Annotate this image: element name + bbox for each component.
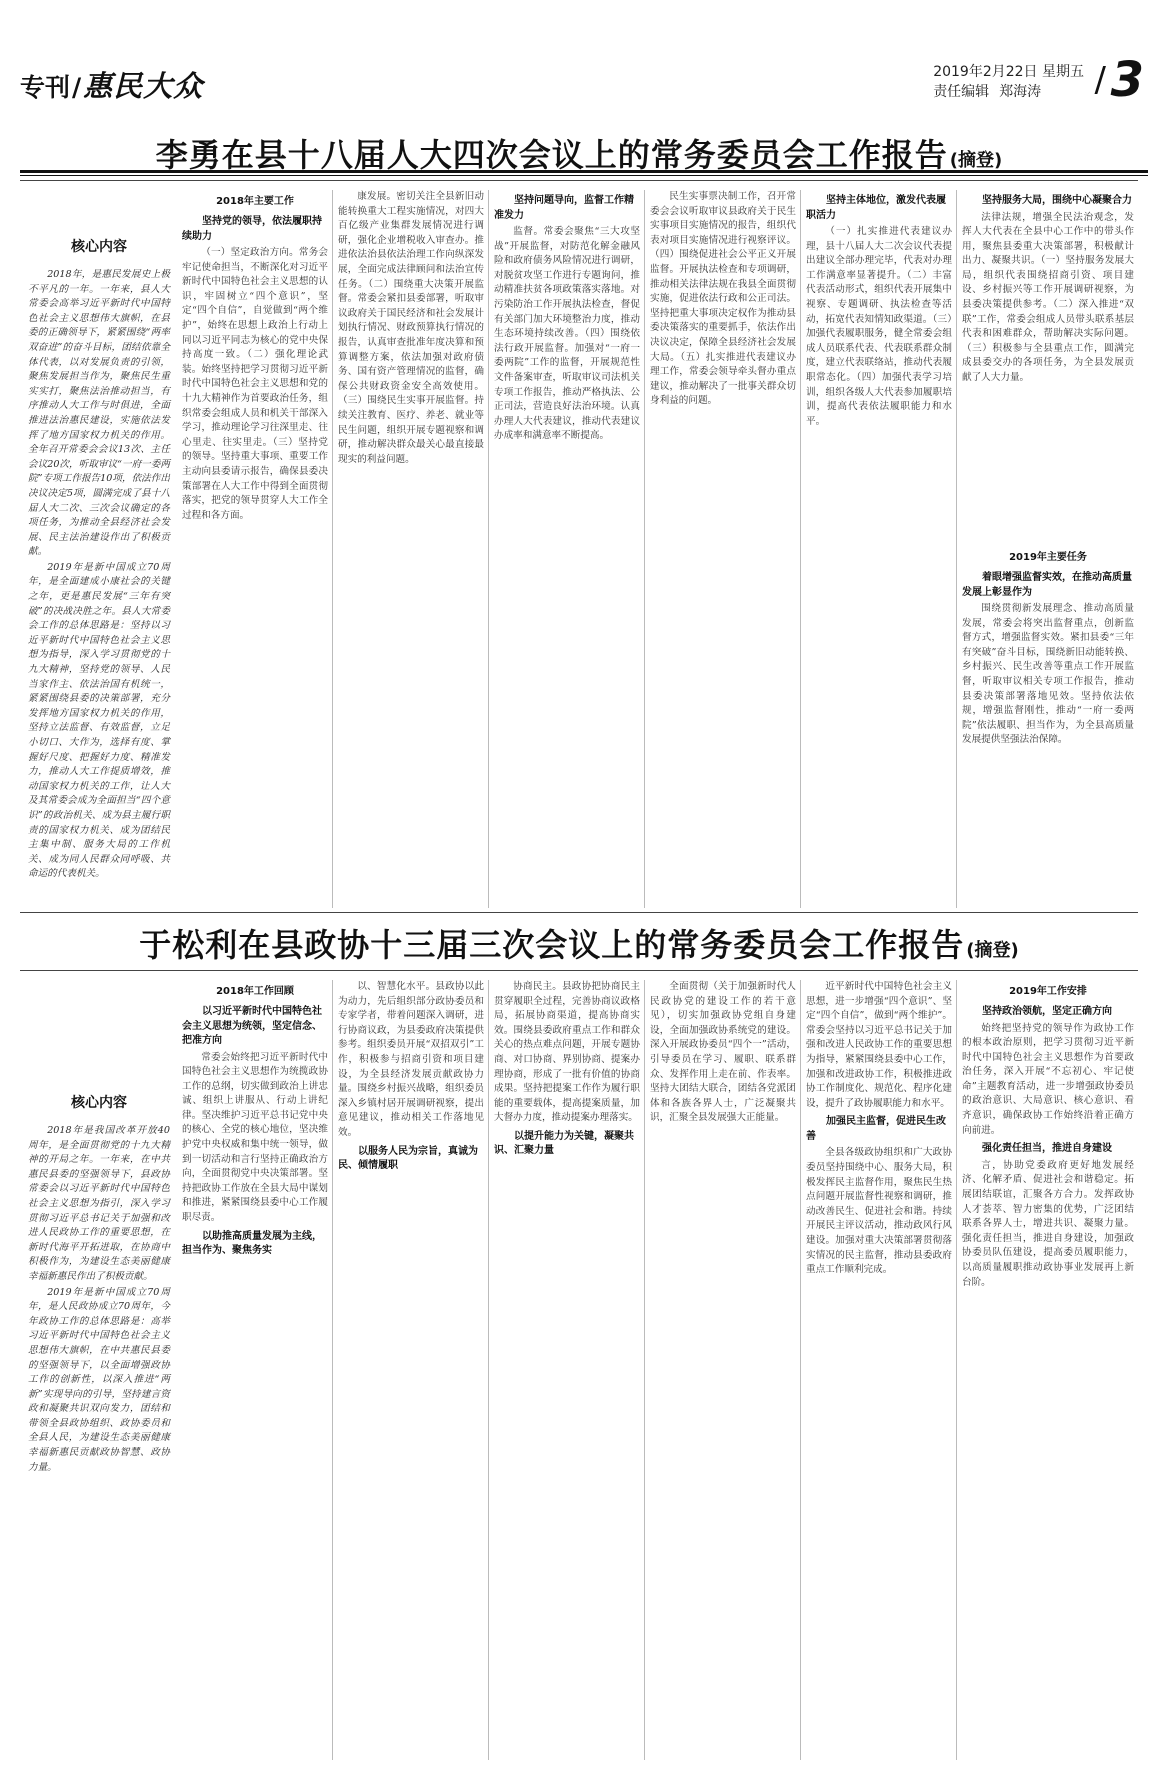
article1-title: 李勇在县十八届人大四次会议上的常务委员会工作报告 [155,136,948,174]
article1-column-text: 围绕贯彻新发展理念、推动高质量发展，常委会将突出监督重点，创新监督方式，增强监督实效。紧扣县委“三年有突破”奋斗目标，围绕新旧动能转换、乡村振兴、民生改善等重点工作开展监督，听取审议相关专项工作报告，推动县委决策部署落地见效。坚持依法依规，增强监督刚性，推动“一府一委两院”依法履职、担当作为，为全县高质量发展提供坚强法治保障。 [962,603,1134,746]
article1-column-4 [650,190,796,908]
article1-subhead: 坚持主体地位，激发代表履职活力 [806,195,946,221]
article2-column-5 [806,980,952,1760]
article2-subhead: 以服务人民为宗旨，真诚为民、倾情履职 [338,1145,478,1172]
article2-subhead: 以提升能力为关键，凝聚共识、汇聚力量 [494,1130,634,1157]
article1-section-head: 2018年主要工作 [216,196,294,207]
article1-title-suffix: (摘登) [949,150,1003,171]
article1-subhead: 坚持服务大局，围绕中心凝聚合力 [982,195,1132,206]
page-slash: / [1094,60,1106,100]
column-divider [488,190,489,908]
article1-subhead: 坚持党的领导，依法履职持续助力 [182,216,322,242]
article1-column-text: （一）坚定政治方向。常务会牢记使命担当，不断深化对习近平新时代中国特色社会主义思想的认识，牢固树立“四个意识”，坚定“四个自信”，自觉做到“两个维护”，始终在思想上政治上行动上同以习近平同志为核心的党中央保持高度一致。（二）强化理论武装。始终坚持把学习贯彻习近平新时代中国特色社会主义思想和党的十九大精神作为首要政治任务，组织常委会组成人员和机关干部深入学习，推动理论学习往深里走、往心里走、往实里走。（三）坚持党的领导。坚持重大事项、重要工作主动向县委请示报告，确保县委决策部署在人大工作中得到全面贯彻落实，把党的领导贯穿人大工作全过程和各方面。 [182,247,328,521]
article2-title-suffix: (摘登) [966,940,1019,961]
article1-column-2 [338,190,484,908]
article2-column-text: 以、智慧化水平。县政协以此为动力，先后组织部分政协委员和专家学者，带着问题深入调研，进行协商议政，为县委政府决策提供参考。组织委员开展“双招双引”工作，积极参与招商引资和项目建设，为全县经济发展贡献政协力量。围绕乡村振兴战略，组织委员深入乡镇村居开展调研视察，提出意见建议，推动相关工作落地见效。 [338,981,484,1138]
column-divider [956,980,957,1760]
article1-column-6 [962,190,1134,540]
article1-core-box [28,236,170,883]
article1-core-title: 核心内容 [71,239,127,255]
article1-top-rule [20,180,1138,181]
column-divider [332,190,333,908]
article2-column-3 [494,980,640,1760]
article2-column-text: 言，协助党委政府更好地发展经济、化解矛盾、促进社会和谐稳定。拓展团结联谊，汇聚各方合力。发挥政协人才荟萃、智力密集的优势，广泛团结联系各界人士，增进共识、凝聚力量。强化责任担当，推进自身建设，加强政协委员队伍建设，提高委员履职能力，以高质量履职推动政协事业发展再上新台阶。 [962,1159,1134,1288]
article1-core-paragraph: 2019年是新中国成立70周年，是全面建成小康社会的关键之年，更是惠民发展“三年有突破”的决战决胜之年。县人大常委会工作的总体思路是：坚持以习近平新时代中国特色社会主义思想为指导，深入学习贯彻党的十九大精神，坚持党的领导、人民当家作主、依法治国有机统一，紧紧围绕县委的决策部署，充分发挥地方国家权力机关的作用，坚持立法监督、有效监督，立足小切口、大作为，选择有度、掌握好尺度、把握好力度、精准发力，推动人大工作提质增效，推动国家权力机关的工作，让人大及其常委会成为全面担当“四个意识”的政治机关、成为县主履行职责的国家权力机关、成为团结民主集中制、服务大局的工作机关、成为同人民群众同呼吸、共命运的代表机关。 [28,561,170,880]
article2-column-text: 全面贯彻（关于加强新时代人民政协党的建设工作的若干意见），切实加强政协党组自身建设，全面加强政协系统党的建设。深入开展政协委员“四个一”活动，引导委员在学习、履职、联系群众、发挥作用上走在前、作表率。坚持大团结大联合，团结各党派团体和各族各界人士，广泛凝聚共识，汇聚全县发展强大正能量。 [650,981,796,1124]
article2-column-2 [338,980,484,1760]
article2-subhead: 强化责任担当，推进自身建设 [982,1143,1112,1155]
article2-column-4 [650,980,796,1760]
article2-column-text: 始终把坚持党的领导作为政协工作的根本政治原则，把学习贯彻习近平新时代中国特色社会主义思想作为首要政治任务，深入开展“不忘初心、牢记使命”主题教育活动，进一步增强政协委员的政治意识、大局意识、核心意识、看齐意识，确保政协工作始终沿着正确方向前进。 [962,1022,1134,1136]
newspaper-brand: 惠民大众 [83,69,204,103]
column-divider [956,190,957,908]
issue-date: 2019年2月22日 星期五 [933,64,1084,80]
article2-column-1 [182,980,328,1760]
article2-body [180,980,1138,1760]
articles-divider [20,912,1138,913]
article1-column-text: 康发展。密切关注全县新旧动能转换重大工程实施情况，对四大百亿级产业集群发展情况进行调研，强化企业增税收入审查办。推进依法治县依法治理工作向纵深发展，全面完成法律顾问和法治宣传任务。（二）围绕重大决策开展监督。常委会紧扣县委部署，听取审议政府关于国民经济和社会发展计划执行情况、财政预算执行情况的报告，认真审查批准年度决算和预算调整方案，依法加强对政府债务、国有资产管理情况的监督，确保公共财政资金安全高效使用。（三）围绕民生实事开展监督。持续关注教育、医疗、养老、就业等民生问题，组织开展专题视察和调研，推动解决群众最关心最直接最现实的利益问题。 [338,191,484,465]
article1-subhead: 着眼增强监督实效，在推动高质量发展上彰显作为 [962,572,1132,598]
article1-section-head: 2019年主要任务 [1009,552,1087,563]
article2-top-rule [20,970,1138,971]
article2-section-head: 2018年工作回顾 [216,986,294,997]
column-divider [644,190,645,908]
article2-title: 于松利在县政协十三届三次会议上的常务委员会工作报告 [139,926,965,964]
article1-column-text: 法律法规，增强全民法治观念，发挥人大代表在全县中心工作中的带头作用，聚焦县委重大决策部署，积极献计出力、凝聚共识。（一）坚持服务发展大局，组织代表围绕招商引资、项目建设、乡村振兴等工作开展调研视察，为县委决策提供参考。（二）深入推进“双联”工作，常委会组成人员带头联系基层代表和困难群众，帮助解决实际问题。（三）积极参与全县重点工作，圆满完成县委交办的各项任务，为全县发展贡献了人大力量。 [962,211,1134,384]
article1-column-7 [962,546,1134,908]
article2-column-text: 协商民主。县政协把协商民主贯穿履职全过程，完善协商议政格局，拓展协商渠道，提高协商实效。围绕县委政府重点工作和群众关心的热点难点问题，开展专题协商、对口协商、界别协商、提案办理协商，形成了一批有价值的协商成果。坚持把提案工作作为履行职能的重要载体，提高提案质量，加大督办力度，推动提案办理落实。 [494,981,640,1124]
article2-core-text [28,1124,170,1475]
article2-core-title: 核心内容 [71,1095,127,1111]
article1-column-text: 监督。常委会聚焦“三大攻坚战”开展监督，对防范化解金融风险和政府债务风险情况进行调研，对脱贫攻坚工作进行专题询问，推动精准扶贫各项政策落实落地。对污染防治工作开展执法检查，督促有关部门加大环境整治力度，推动生态环境持续改善。（四）围绕依法行政开展监督。加强对“一府一委两院”工作的监督，开展规范性文件备案审查，听取审议司法机关专项工作报告，推动严格执法、公正司法，营造良好法治环境。认真办理人大代表建议，推动代表建议办成率和满意率不断提高。 [494,226,640,442]
masthead-slash: / [72,73,82,102]
article1-core-paragraph: 2018年，是惠民发展史上极不平凡的一年。一年来，县人大常委会高举习近平新时代中国特色社会主义思想伟大旗帜，在县委的正确领导下，紧紧围绕“两率双奋进”的奋斗目标，团结依靠全体代表，以对发展负责的引领，聚焦发展担当作为，聚焦民生重实实打，聚焦法治推动担当，有序推动人大工作与时俱进，全面推进法治惠民建设，实施依法发挥了地方国家权力机关的作用。全年召开常委会会议13次、主任会议20次，听取审议“一府一委两院”专项工作报告10项，依法作出决议决定5项，圆满完成了县十八届人大二次、三次会议确定的各项任务，为推动全县经济社会发展、民主法治建设作出了积极贡献。 [28,269,170,558]
column-name: 专刊 [20,73,71,102]
article1-column-text: （一）扎实推进代表建议办理，县十八届人大二次会议代表提出建议全部办理完毕，代表对办理工作满意率显著提升。（二）丰富代表活动形式，组织代表开展集中视察、专题调研、执法检查等活动，拓宽代表知情知政渠道。（三）加强代表履职服务，健全常委会组成人员联系代表、代表联系群众制度，建立代表联络站，推动代表履职常态化。（四）加强代表学习培训，组织各级人大代表参加履职培训，提高代表依法履职能力和水平。 [806,226,952,427]
masthead-left [20,64,203,105]
article1-body [180,190,1138,908]
article1-column-text: 民生实事票决制工作，召开常委会会议听取审议县政府关于民生实事项目实施情况的报告，组织代表对项目实施情况进行视察评议。（四）围绕促进社会公平正义开展监督。开展执法检查和专项调研，推动相关法律法规在我县全面贯彻实施，促进依法行政和公正司法。坚持把重大事项决定权作为推动县委决策落实的重要抓手，依法作出决议决定，保障全县经济社会发展大局。（五）扎实推进代表建议办理工作，常委会领导牵头督办重点建议，推动解决了一批事关群众切身利益的问题。 [650,191,796,407]
article1-column-5 [806,190,952,908]
article2-core-paragraph: 2018年是我国改革开放40周年，是全面贯彻党的十九大精神的开局之年。一年来，在中共惠民县委的坚强领导下，县政协常委会以习近平新时代中国特色社会主义思想为指引，深入学习贯彻习近平总书记关于加强和改进人民政协工作的重要思想，在新时代海平开拓进取，在协商中积极作为，为建设生态美丽健康幸福新惠民作出了积极贡献。 [28,1125,170,1282]
article1-core-text [28,268,170,882]
article2-section-head: 2019年工作安排 [1009,986,1087,997]
article2-column-text: 近平新时代中国特色社会主义思想，进一步增强“四个意识”、坚定“四个自信”，做到“两个维护”。常委会坚持以习近平总书记关于加强和改进人民政协工作的重要思想为指导，紧紧围绕县委中心工作，加强和改进政协工作，积极推进政协工作制度化、规范化、程序化建设，提升了政协履职能力和水平。 [806,981,952,1109]
column-divider [800,980,801,1760]
article2-core-paragraph: 2019年是新中国成立70周年，是人民政协成立70周年，今年政协工作的总体思路是：高举习近平新时代中国特色社会主义思想伟大旗帜，在中共惠民县委的坚强领导下，以全面增强政协工作的创新性，以深入推进“两新”实现导向的引导，坚持建言资政和凝聚共识双向发力，团结和带领全县政协组织、政协委员和全县人民，为建设生态美丽健康幸福新惠民贡献政协智慧、政协力量。 [28,1286,170,1473]
article1-column-1 [182,190,328,908]
article2-core-box [28,1092,170,1476]
article1-subhead: 坚持问题导向，监督工作精准发力 [494,195,634,221]
article2-subhead: 坚持政治领航，坚定正确方向 [982,1006,1112,1017]
column-divider [488,980,489,1760]
article2-subhead: 以助推高质量发展为主线，担当作为、聚焦务实 [182,1230,322,1257]
article1-column-3 [494,190,640,908]
column-divider [800,190,801,908]
article2-column-text: 全县各级政协组织和广大政协委员坚持围绕中心、服务大局，积极发挥民主监督作用，聚焦民生热点问题开展监督性视察和调研，推动改善民生、促进社会和谐。持续开展民主评议活动，推动政风行风建设。加强对重大决策部署贯彻落实情况的民主监督，推动县委政府重点工作顺利完成。 [806,1147,952,1276]
article2-subhead: 加强民主监督，促进民生改善 [806,1116,946,1142]
article2-column-6 [962,980,1134,1760]
masthead [10,52,1148,118]
editor-name: 郑海涛 [999,84,1042,100]
column-divider [332,980,333,1760]
article2-column-text: 常委会始终把习近平新时代中国特色社会主义思想作为统揽政协工作的总纲，切实做到政治上讲忠诚、组织上讲服从、行动上讲纪律。坚决维护习近平总书记党中央的核心、全党的核心地位，坚决维护党中央权威和集中统一领导，做到一切活动和言行坚持正确政治方向，全面贯彻党中央决策部署。坚持把政协工作放在全县大局中谋划和推进，紧紧围绕县委中心工作履职尽责。 [182,1051,328,1224]
editor-line [933,82,1084,102]
article2-subhead: 以习近平新时代中国特色社会主义思想为统领，坚定信念、把准方向 [182,1006,322,1046]
editor-label: 责任编辑 [933,84,990,100]
article1-headline [0,130,1158,176]
page-number: 3 [1110,52,1144,108]
column-divider [644,980,645,1760]
article2-headline [0,920,1158,966]
masthead-info [933,62,1084,102]
